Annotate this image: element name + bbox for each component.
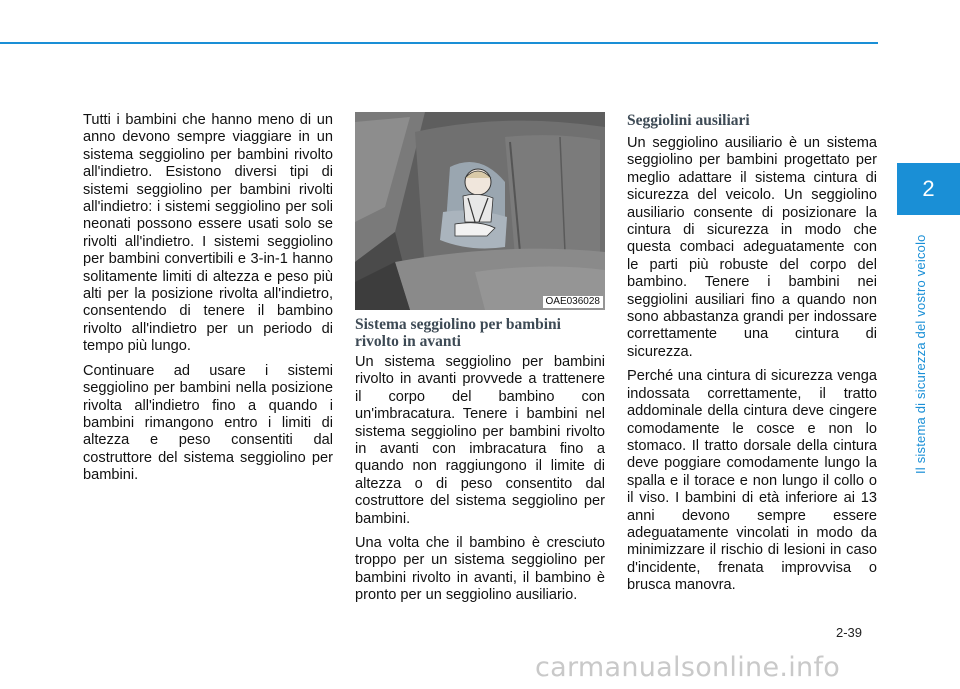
section-heading: Seggiolini ausiliari (627, 112, 750, 129)
header-rule (0, 42, 878, 44)
child-seat-illustration (355, 112, 605, 310)
paragraph: Continuare ad usare i sistemi seggiolino per bambini nella posizione rivolta all'indietro fino a quando i bambini rimangono entro i limiti di altezza e peso consentiti dal costruttore del sistema seggiolino per bambini. (83, 362, 333, 484)
side-title-text: Il sistema di sicurezza del vostro veicolo (913, 234, 928, 474)
watermark: carmanualsonline.info (535, 652, 841, 683)
middle-column (355, 316, 605, 612)
car-interior-drawing (355, 112, 605, 310)
paragraph: Tutti i bambini che hanno meno di un anno devono sempre viaggiare in un sistema seggiolino per bambini rivolto all'indietro. Esistono diversi tipi di sistemi seggiolino per bambini rivolti all'indietro: i sistemi seggiolino per soli neonati possono essere usati solo se rivolti all'indietro. I sistemi seggiolino per bambini convertibili e 3-in-1 hanno solitamente limiti di altezza e peso più alti per la posizione rivolta all'indietro, consentendo di tenere il bambino rivolto all'indietro per un periodo di tempo più lungo. (83, 112, 333, 355)
chapter-tab: 2 (897, 163, 960, 215)
page-number: 2-39 (836, 625, 863, 640)
paragraph: Un sistema seggiolino per bambini rivolto in avanti provvede a trattenere il corpo del bambino con un'imbracatura. Tenere i bambini nel sistema seggiolino per bambini rivolto in avanti con imbracatura fino a quando non raggiungono il limite di altezza o di peso consentito dal costruttore del sistema seggiolino per bambini. (355, 354, 605, 527)
paragraph: Un seggiolino ausiliario è un sistema seggiolino per bambini progettato per meglio adattare il sistema cintura di sicurezza del veicolo. Un seggiolino ausiliario consente di posizionare la cintura di sicurezza in modo che questa combaci adeguatamente con le parti più robuste del corpo del bambino. Tenere i bambini nei seggiolini ausiliari fino a quando non sono abbastanza grandi per indossare correttamente una cintura di sicurezza. (627, 135, 877, 360)
left-column (83, 112, 333, 492)
paragraph: Una volta che il bambino è cresciuto troppo per un sistema seggiolino per bambini rivolto in avanti, il bambino è pronto per un seggiolino ausiliario. (355, 535, 605, 604)
paragraph: Perché una cintura di sicurezza venga indossata correttamente, il tratto addominale della cintura deve cingere comodamente le cosce e non lo stomaco. Il tratto dorsale della cintura deve poggiare comodamente lungo la spalla e il torace e non lungo il collo o il viso. I bambini di età inferiore ai 13 anni devono sempre essere adeguatamente vincolati in modo da minimizzare il rischio di lesioni in caso d'incidente, frenata improvvisa o brusca manovra. (627, 368, 877, 594)
section-heading: Sistema seggiolino per bambini rivolto in avanti (355, 316, 561, 350)
right-column (627, 112, 877, 602)
figure-code: OAE036028 (543, 296, 604, 308)
